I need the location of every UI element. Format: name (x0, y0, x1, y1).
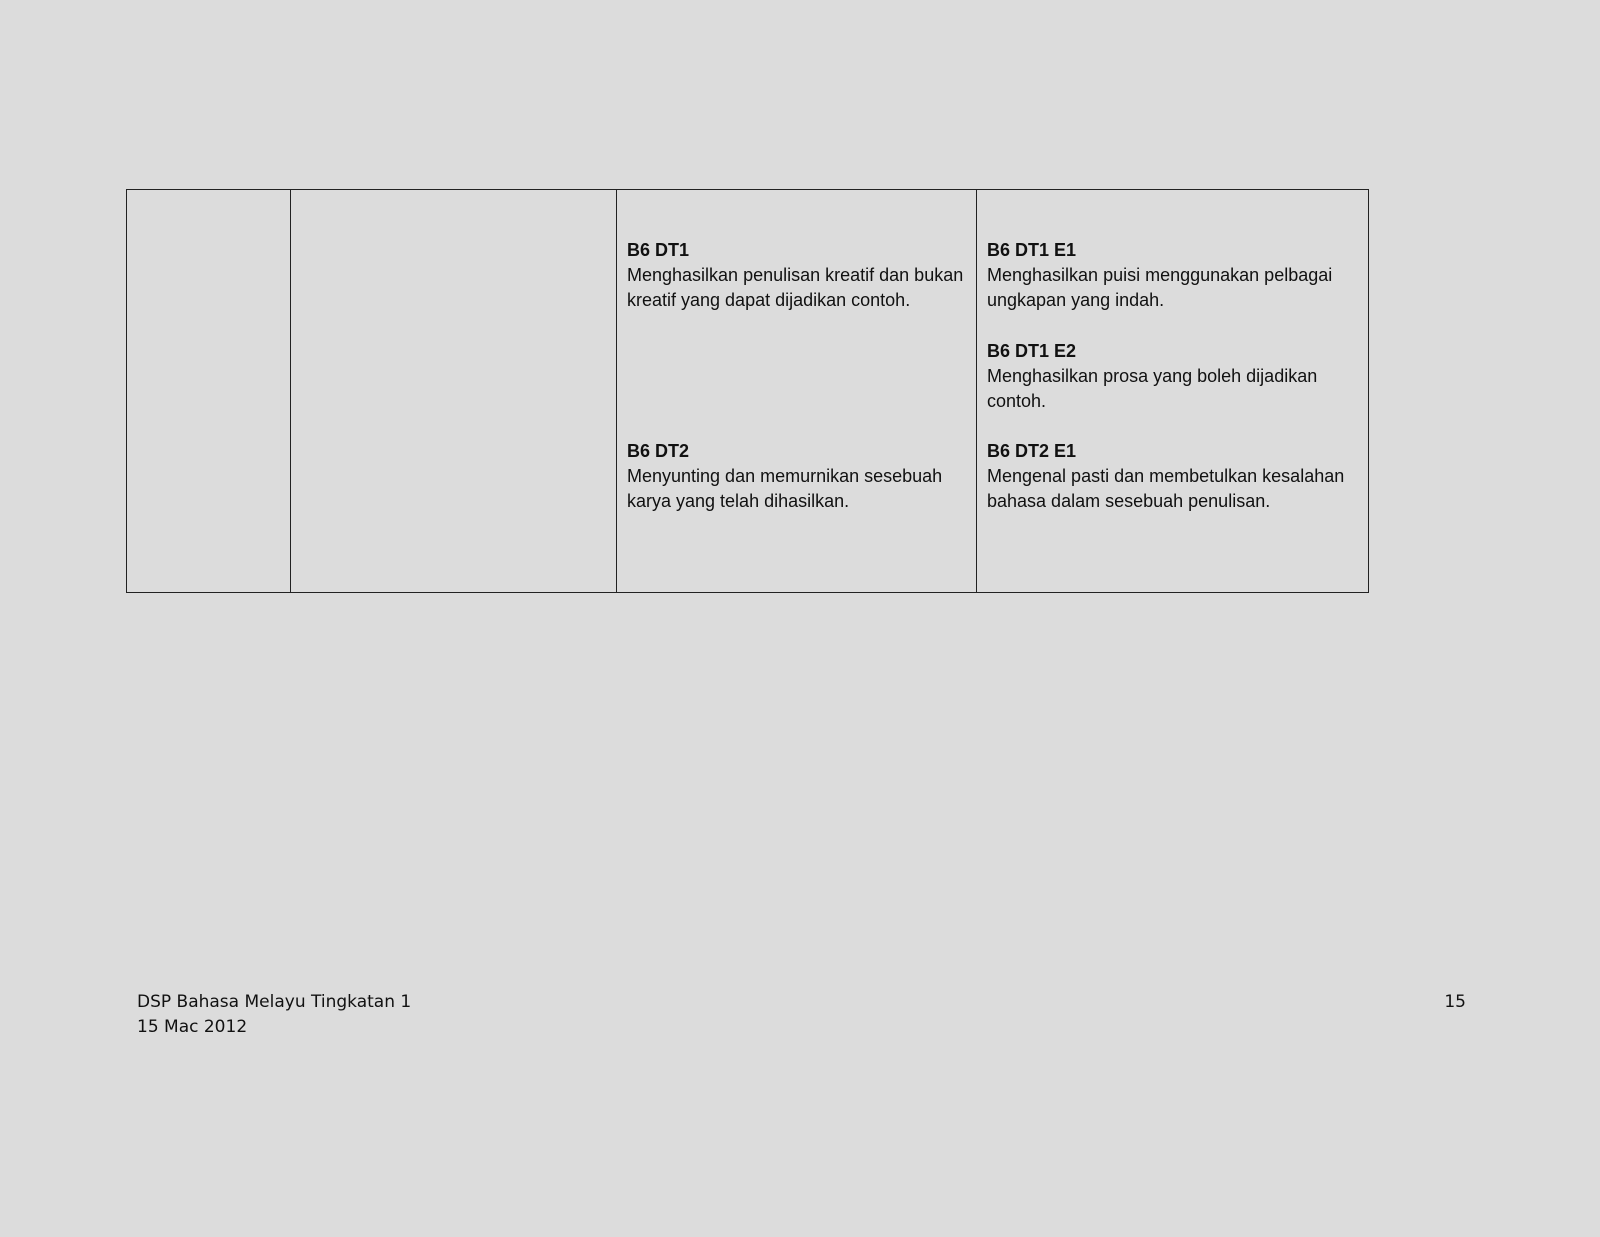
page-footer (137, 990, 411, 1040)
table-cell-empty-2 (291, 190, 617, 592)
evidence-code: B6 DT2 E1 (987, 441, 1077, 461)
table-cell-standard (617, 190, 977, 592)
evidence-entry-dt1-e1 (987, 238, 1358, 313)
standard-entry-dt2 (627, 439, 966, 514)
evidence-code: B6 DT1 E2 (987, 341, 1077, 361)
evidence-description: Menghasilkan prosa yang boleh dijadikan contoh. (987, 366, 1318, 411)
standard-code: B6 DT2 (627, 441, 690, 461)
table-cell-evidence (977, 190, 1368, 592)
curriculum-table (126, 189, 1369, 593)
standard-description: Menghasilkan penulisan kreatif dan bukan kreatif yang dapat dijadikan contoh. (627, 265, 964, 310)
footer-document-title: DSP Bahasa Melayu Tingkatan 1 (137, 992, 412, 1012)
table-cell-empty-1 (127, 190, 291, 592)
page-number: 15 (1444, 992, 1466, 1012)
evidence-description: Mengenal pasti dan membetulkan kesalahan bahasa dalam sesebuah penulisan. (987, 466, 1345, 511)
evidence-code: B6 DT1 E1 (987, 240, 1077, 260)
evidence-description: Menghasilkan puisi menggunakan pelbagai ungkapan yang indah. (987, 265, 1333, 310)
footer-date: 15 Mac 2012 (137, 1017, 248, 1037)
evidence-entry-dt2-e1 (987, 439, 1358, 514)
standard-code: B6 DT1 (627, 240, 690, 260)
evidence-entry-dt1-e2 (987, 339, 1358, 414)
standard-description: Menyunting dan memurnikan sesebuah karya yang telah dihasilkan. (627, 466, 943, 511)
standard-entry-dt1 (627, 238, 966, 313)
